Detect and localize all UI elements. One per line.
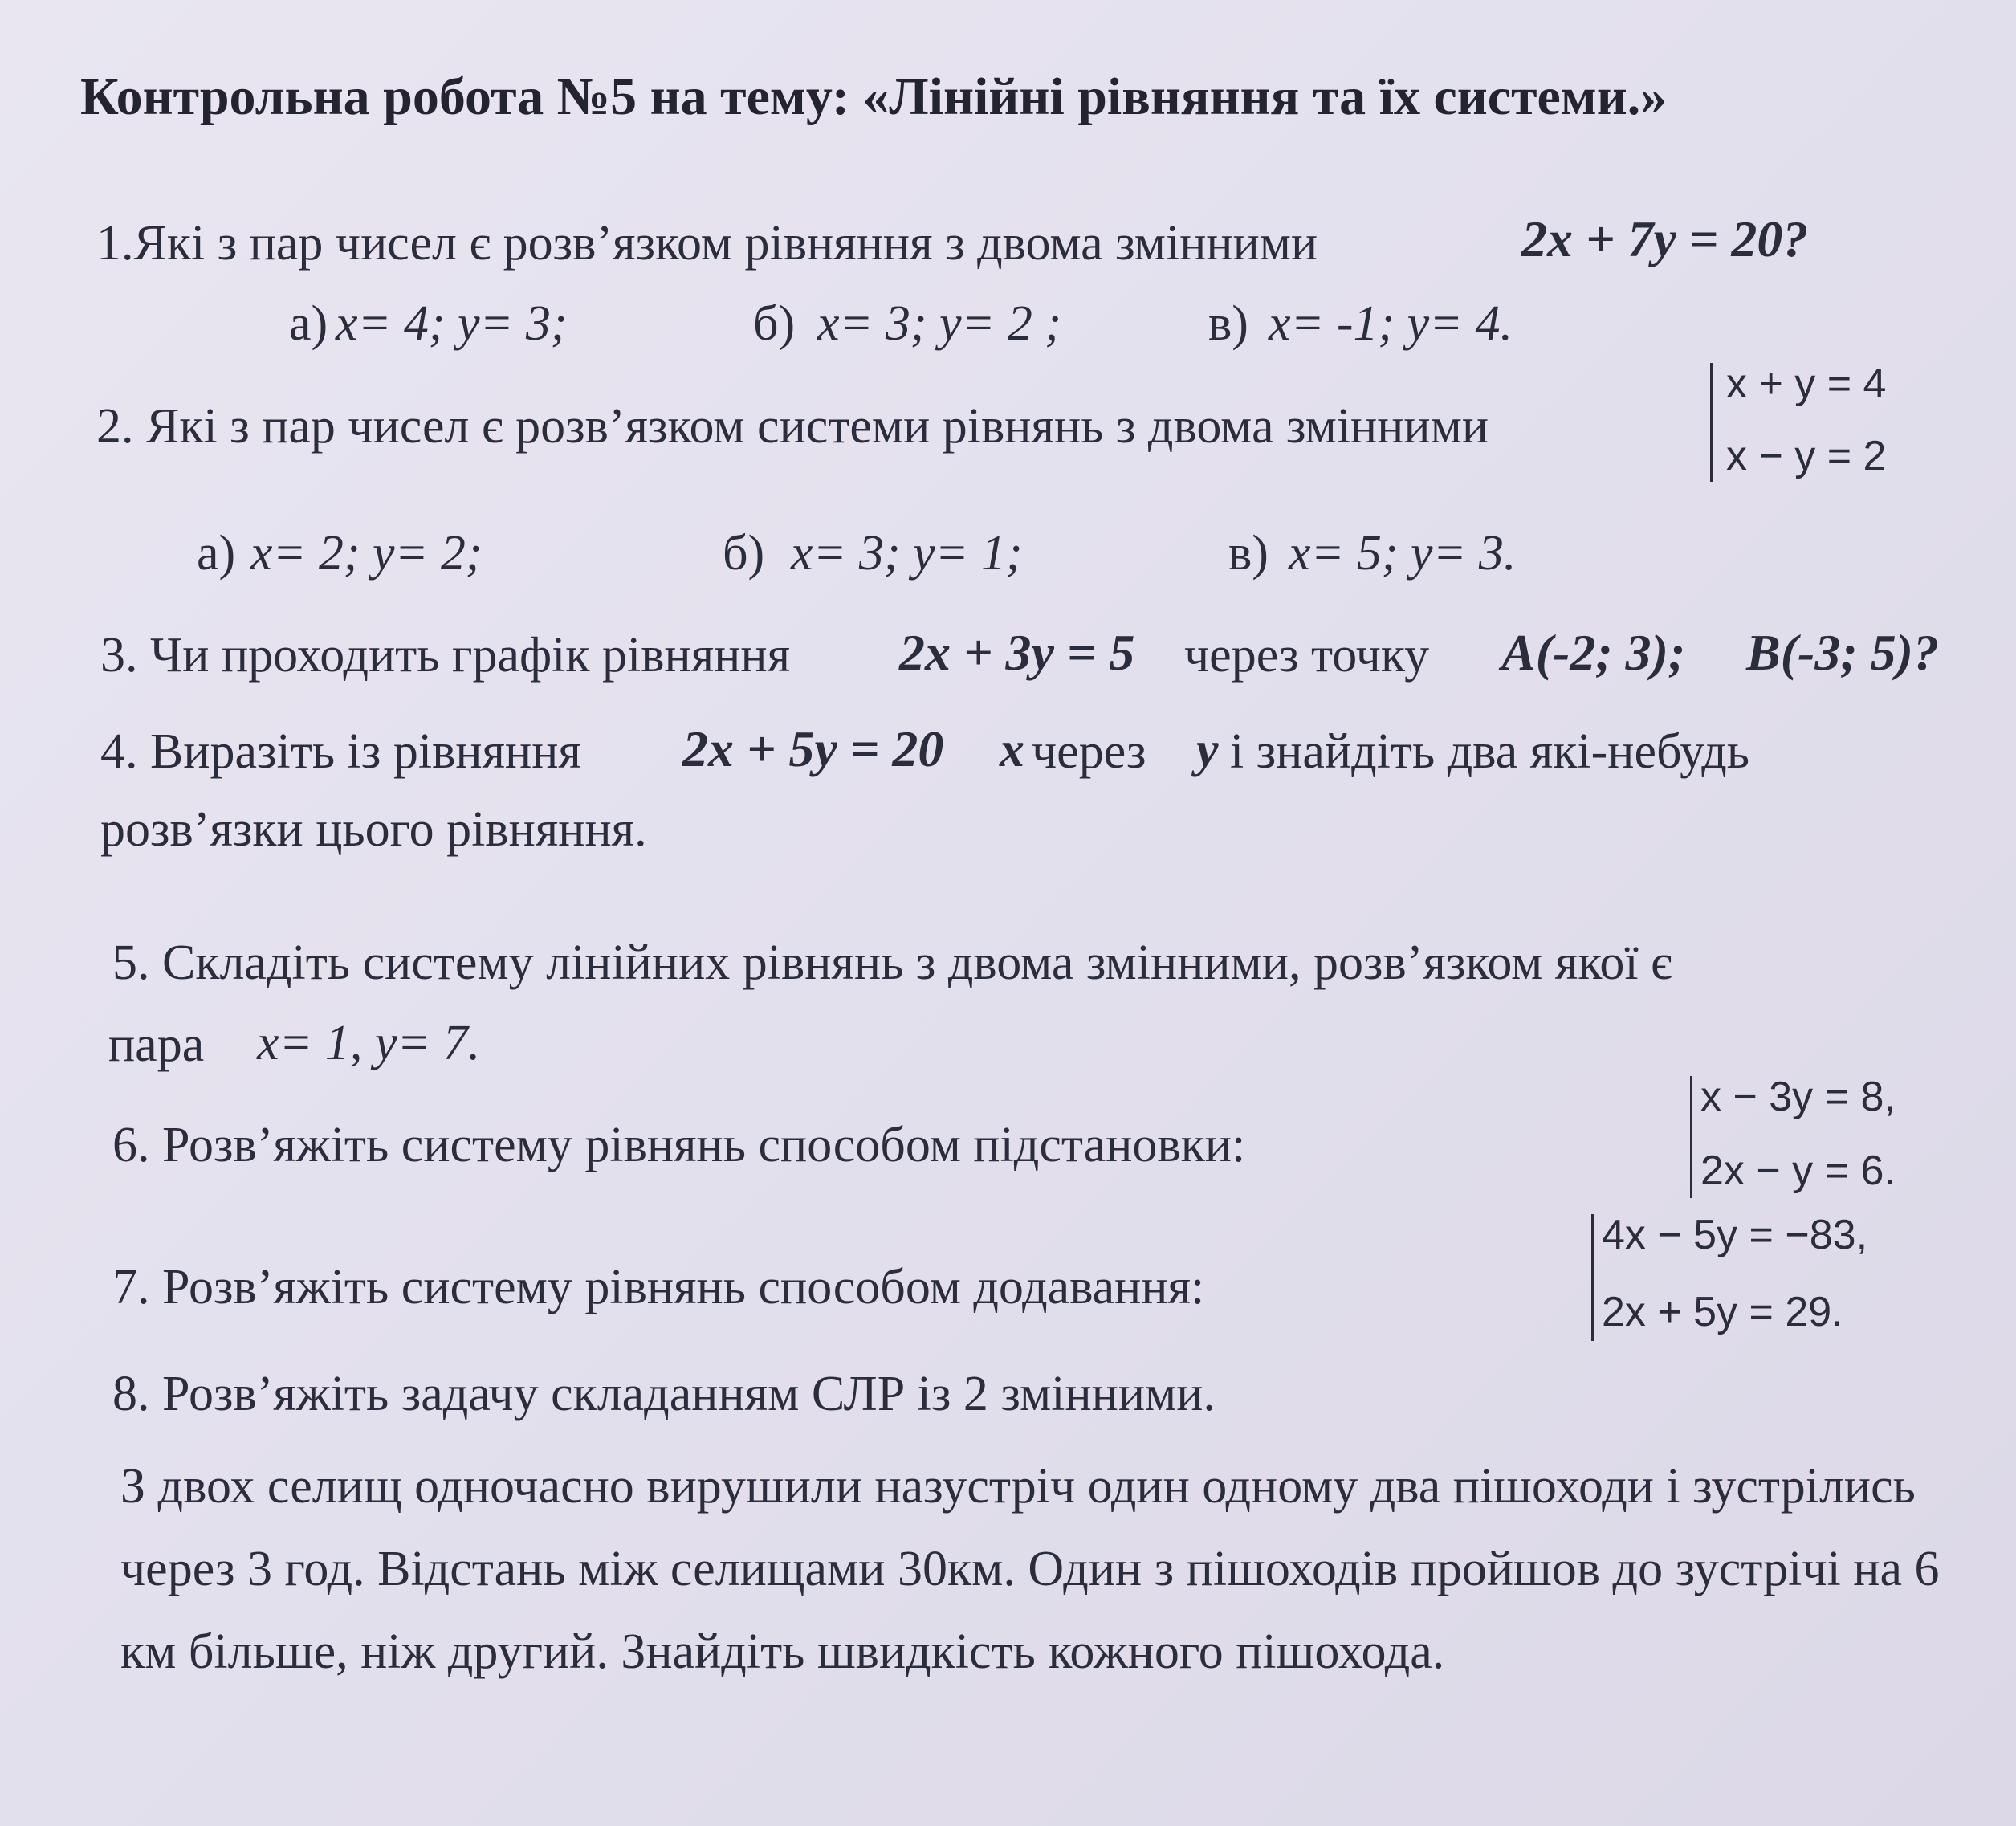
page-title: Контрольна робота №5 на тему: «Лінійні рівняння та їх системи.» <box>80 67 1668 126</box>
q2-option-b-label: б) <box>723 526 765 581</box>
q2-system-eq1: x + y = 4 <box>1726 361 1887 407</box>
q6-system-eq2: 2x − y = 6. <box>1700 1147 1896 1194</box>
question-3-middle: через точку <box>1184 628 1430 683</box>
question-2-text: 2. Які з пар чисел є розв’язком системи рівнянь з двома змінними <box>96 399 1489 454</box>
q2-system-eq2: x − y = 2 <box>1726 433 1887 479</box>
question-4-equation: 2x + 5y = 20 <box>682 720 944 777</box>
q2-option-c-value: x= 5; y= 3. <box>1289 526 1517 581</box>
q2-option-a-label: а) <box>197 526 236 581</box>
question-4-var-y: y <box>1196 723 1219 777</box>
q1-option-b-label: б) <box>753 296 796 351</box>
question-4-text: 4. Виразіть із рівняння <box>100 724 581 779</box>
question-1-text: 1.Які з пар чисел є розв’язком рівняння з двома змінними <box>96 216 1318 271</box>
q1-option-a-value: x= 4; y= 3; <box>336 296 568 351</box>
question-7-text: 7. Розв’яжіть систему рівнянь способом додавання: <box>112 1260 1205 1314</box>
question-8-text: 8. Розв’яжіть задачу складанням СЛР із 2 змінними. <box>112 1367 1216 1421</box>
q6-system-eq1: x − 3y = 8, <box>1700 1074 1896 1120</box>
q7-system-brace <box>1591 1214 1594 1341</box>
question-3-point-a: A(-2; 3); <box>1501 624 1686 681</box>
q1-option-c-value: x= -1; y= 4. <box>1269 296 1513 351</box>
q2-option-a-value: x= 2; y= 2; <box>250 526 483 581</box>
q7-system-eq1: 4x − 5y = −83, <box>1602 1212 1868 1258</box>
q2-option-b-value: x= 3; y= 1; <box>791 526 1023 581</box>
q1-option-b-value: x= 3; y= 2 ; <box>817 296 1062 351</box>
question-5-pair: x= 1, y= 7. <box>257 1016 481 1070</box>
question-8-problem: З двох селищ одночасно вирушили назустріч один одному два пішоходи і зустрілись через 3 год. Відстань між селищами 30км. Один з пішоходів пройшов до зустрічі на 6 км більше, ніж другий. Знайдіть швидкість кожного пішохода. <box>120 1459 1940 1679</box>
q1-option-c-label: в) <box>1208 296 1248 351</box>
question-4-rest: і знайдіть два які-небудь <box>1230 724 1750 779</box>
question-6-text: 6. Розв’яжіть систему рівнянь способом підстановки: <box>112 1118 1246 1172</box>
question-3-point-b: B(-3; 5)? <box>1746 624 1939 681</box>
question-4-var-x: x <box>1000 723 1024 777</box>
question-4-line2: розв’язки цього рівняння. <box>100 802 647 857</box>
question-5-line2: пара <box>108 1017 205 1072</box>
q1-option-a-label: а) <box>289 296 328 351</box>
q6-system-brace <box>1690 1076 1692 1198</box>
q7-system-eq2: 2x + 5y = 29. <box>1602 1289 1843 1335</box>
question-4-through: через <box>1032 724 1146 779</box>
q2-system-brace <box>1710 363 1713 482</box>
q2-option-c-label: в) <box>1228 526 1269 581</box>
question-3-text: 3. Чи проходить графік рівняння <box>100 628 791 683</box>
question-1-equation: 2x + 7y = 20? <box>1521 210 1809 267</box>
question-5-text: 5. Складіть систему лінійних рівнянь з двома змінними, розв’язком якої є <box>112 935 1672 990</box>
question-3-equation: 2x + 3y = 5 <box>899 624 1135 681</box>
